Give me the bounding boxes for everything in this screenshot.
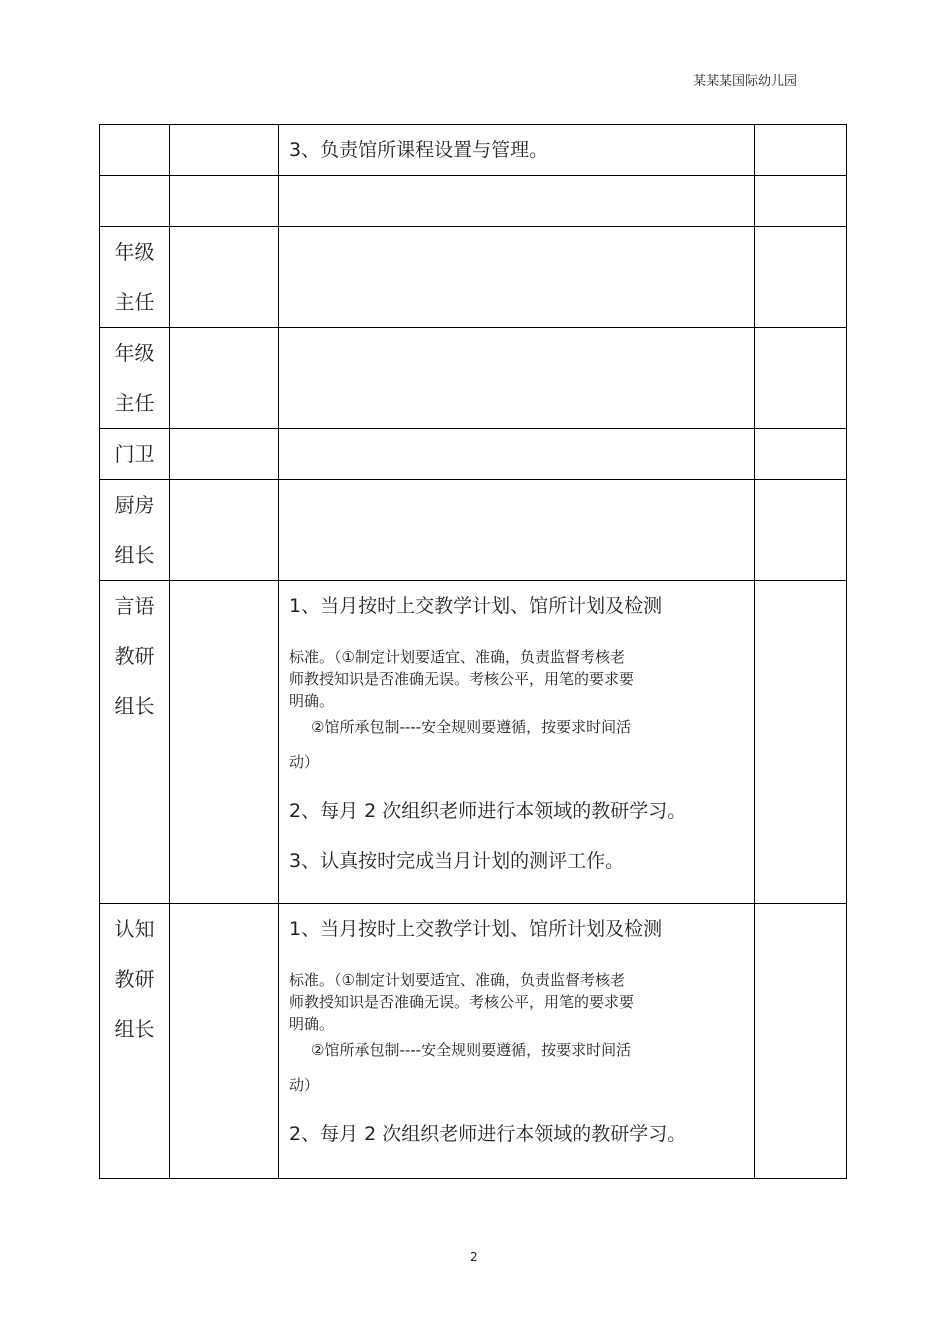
role-label: 年级 <box>114 341 155 365</box>
remark-cell <box>755 125 847 176</box>
name-cell <box>170 176 279 227</box>
duty-text: 标准。（①制定计划要适宜、准确，负责监督考核老 <box>289 971 625 989</box>
duty-cell <box>279 328 755 429</box>
duty-cell <box>279 480 755 581</box>
role-cell <box>100 581 170 904</box>
duty-line: 3、认真按时完成当月计划的测评工作。 <box>289 850 625 872</box>
table-row <box>100 581 847 904</box>
role-label: 组长 <box>114 1017 155 1041</box>
role-label: 教研 <box>114 967 155 991</box>
table-row <box>100 125 847 176</box>
duty-text: 标准。（①制定计划要适宜、准确，负责监督考核老 <box>289 648 625 666</box>
name-cell <box>170 429 279 480</box>
role-cell <box>100 227 170 328</box>
duty-table <box>99 124 847 1179</box>
duty-line: 1、当月按时上交教学计划、馆所计划及检测 <box>289 918 663 940</box>
table-row <box>100 227 847 328</box>
role-label: 厨房 <box>114 493 155 517</box>
duty-line: 明确。 <box>289 692 335 710</box>
remark-cell <box>755 429 847 480</box>
table-row <box>100 176 847 227</box>
duty-cell <box>279 581 755 904</box>
duty-line: ②馆所承包制----安全规则要遵循，按要求时间活 <box>311 1041 632 1059</box>
remark-cell <box>755 227 847 328</box>
name-cell <box>170 328 279 429</box>
duty-line: 明确。 <box>289 1015 335 1033</box>
table-row <box>100 480 847 581</box>
duty-line: 2、每月 2 次组织老师进行本领域的教研学习。 <box>289 800 687 822</box>
duty-line: 动） <box>289 753 320 771</box>
remark-cell <box>755 581 847 904</box>
table-row <box>100 904 847 1179</box>
remark-cell <box>755 328 847 429</box>
name-cell <box>170 904 279 1179</box>
role-label: 教研 <box>114 644 155 668</box>
duty-line: ②馆所承包制----安全规则要遵循，按要求时间活 <box>311 718 632 736</box>
duty-cell <box>279 429 755 480</box>
role-cell <box>100 176 170 227</box>
page-number: 2 <box>470 1250 478 1264</box>
duty-line: 2、每月 2 次组织老师进行本领域的教研学习。 <box>289 1123 687 1145</box>
duty-line: 师教授知识是否准确无误。考核公平，用笔的要求要 <box>289 670 635 688</box>
name-cell <box>170 581 279 904</box>
name-cell <box>170 227 279 328</box>
role-cell <box>100 429 170 480</box>
role-label: 主任 <box>114 290 155 314</box>
remark-cell <box>755 176 847 227</box>
role-label: 组长 <box>114 694 155 718</box>
remark-cell <box>755 480 847 581</box>
duty-cell <box>279 904 755 1179</box>
duty-line: 1、当月按时上交教学计划、馆所计划及检测 <box>289 595 663 617</box>
role-label: 主任 <box>114 391 155 415</box>
role-cell <box>100 904 170 1179</box>
table-row <box>100 429 847 480</box>
role-cell <box>100 328 170 429</box>
role-label: 言语 <box>114 594 155 618</box>
duty-line: 3、负责馆所课程设置与管理。 <box>289 139 549 161</box>
duty-cell <box>279 227 755 328</box>
header-org-name: 某某某国际幼儿园 <box>693 74 798 89</box>
duty-line: 师教授知识是否准确无误。考核公平，用笔的要求要 <box>289 993 635 1011</box>
role-label: 组长 <box>114 543 155 567</box>
role-label: 认知 <box>114 917 155 941</box>
duty-cell <box>279 176 755 227</box>
remark-cell <box>755 904 847 1179</box>
name-cell <box>170 480 279 581</box>
table-row <box>100 328 847 429</box>
role-label: 门卫 <box>114 442 155 466</box>
duty-cell <box>279 125 755 176</box>
role-label: 年级 <box>114 240 155 264</box>
duty-line: 动） <box>289 1076 320 1094</box>
name-cell <box>170 125 279 176</box>
role-cell <box>100 125 170 176</box>
role-cell <box>100 480 170 581</box>
